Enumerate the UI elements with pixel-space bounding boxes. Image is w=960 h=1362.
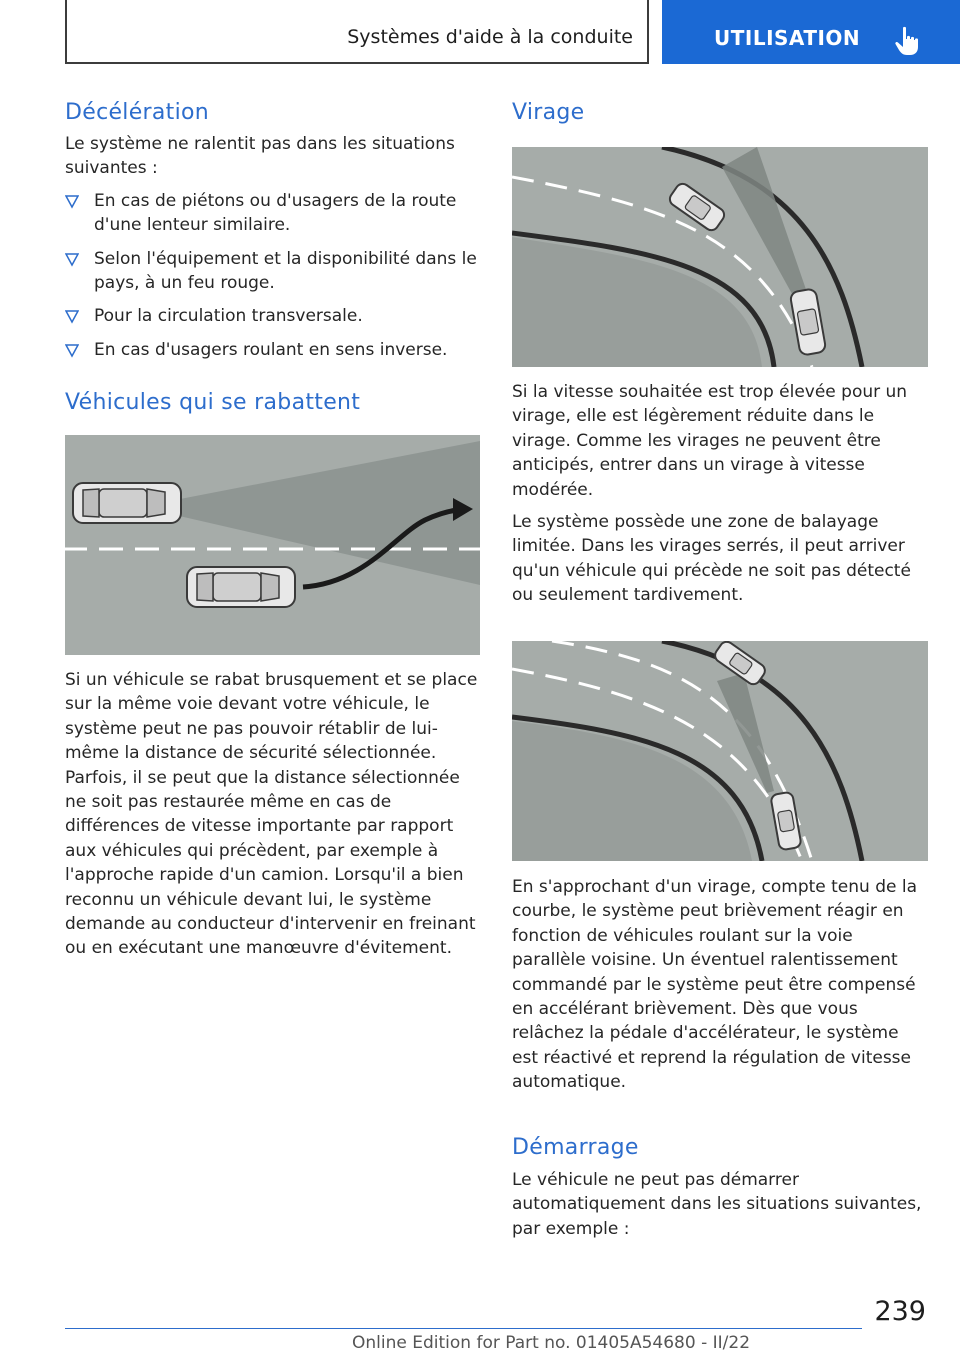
demarrage-section [512, 1135, 928, 1241]
list-item-text: Pour la circulation transversale. [94, 306, 363, 327]
merging-heading-wrap [65, 390, 480, 415]
virage-paragraph-3: En s'approchant d'un virage, compte tenu de la courbe, le système peut brièvement réagir en fonction de véhicules roulant sur la voie parallèle voisine. Un éventuel ralentissement commandé par le système peut être compensé en accélérant brièvement. Dès que vous relâchez la pédale d'accélérateur, le système est réactivé et reprend la régulation de vitesse automatique. [512, 877, 918, 1093]
merging-text [65, 668, 480, 961]
footer-edition: Online Edition for Part no. 01405A54680 - II/22 [352, 1333, 751, 1353]
deceleration-intro: Le système ne ralentit pas dans les situations suivantes : [65, 134, 455, 179]
virage-paragraph-1: Si la vitesse souhaitée est trop élevée pour un virage, elle est légèrement réduite dans le virage. Comme les virages ne peuvent être anticipés, entrer dans un virage à vitesse modérée. [512, 382, 908, 500]
list-item-text: En cas de piétons ou d'usagers de la route d'une lenteur similaire. [94, 190, 457, 236]
heading-virage: Virage [512, 100, 585, 125]
header-tab[interactable] [662, 0, 960, 64]
curve-illustration-1 [512, 147, 928, 367]
deceleration-list [65, 189, 480, 362]
curve-illustration-2 [512, 641, 928, 861]
heading-demarrage: Démarrage [512, 1135, 639, 1160]
header-section-box [65, 0, 649, 64]
triangle-bullet-icon [65, 189, 79, 213]
virage-text [512, 380, 928, 608]
pointing-hand-icon [894, 26, 922, 56]
footer-divider [65, 1328, 862, 1329]
merging-paragraph: Si un véhicule se rabat brusquement et se place sur la même voie devant votre véhicule, le système peut ne pas pouvoir rétablir de lui-même la distance de sécurité sélectionnée. Parfois, il se peut que la distance sélectionnée ne soit pas restaurée même en cas de différences de vitesse importante par rapport aux véhicules qui précèdent, par exemple à l'approche rapide d'un camion. Lorsqu'il a bien reconnu un véhicule devant lui, le système demande au conducteur d'intervenir en freinant ou en exécutant une manœuvre d'évitement. [65, 670, 478, 959]
virage-text-2 [512, 875, 928, 1095]
heading-deceleration: Décélération [65, 100, 210, 125]
header-tab-label: UTILISATION [714, 26, 861, 50]
header-section-title: Systèmes d'aide à la conduite [347, 26, 633, 48]
triangle-bullet-icon [65, 247, 79, 271]
deceleration-section [65, 100, 480, 362]
virage-paragraph-2: Le système possède une zone de balayage limitée. Dans les virages serrés, il peut arriver qu'un véhicule qui précède ne soit pas détecté ou seulement tardivement. [512, 512, 911, 606]
virage-heading-wrap [512, 100, 928, 125]
list-item [65, 338, 480, 362]
heading-merging-vehicles: Véhicules qui se rabattent [65, 390, 361, 415]
list-item-text: Selon l'équipement et la disponibilité dans le pays, à un feu rouge. [94, 248, 477, 294]
triangle-bullet-icon [65, 304, 79, 328]
list-item [65, 247, 480, 296]
merging-vehicle-illustration [65, 435, 480, 655]
page-number: 239 [874, 1296, 926, 1327]
list-item [65, 189, 480, 238]
demarrage-paragraph: Le véhicule ne peut pas démarrer automatiquement dans les situations suivantes, par exemple : [512, 1170, 922, 1239]
triangle-bullet-icon [65, 338, 79, 362]
list-item [65, 304, 480, 328]
list-item-text: En cas d'usagers roulant en sens inverse. [94, 339, 448, 360]
